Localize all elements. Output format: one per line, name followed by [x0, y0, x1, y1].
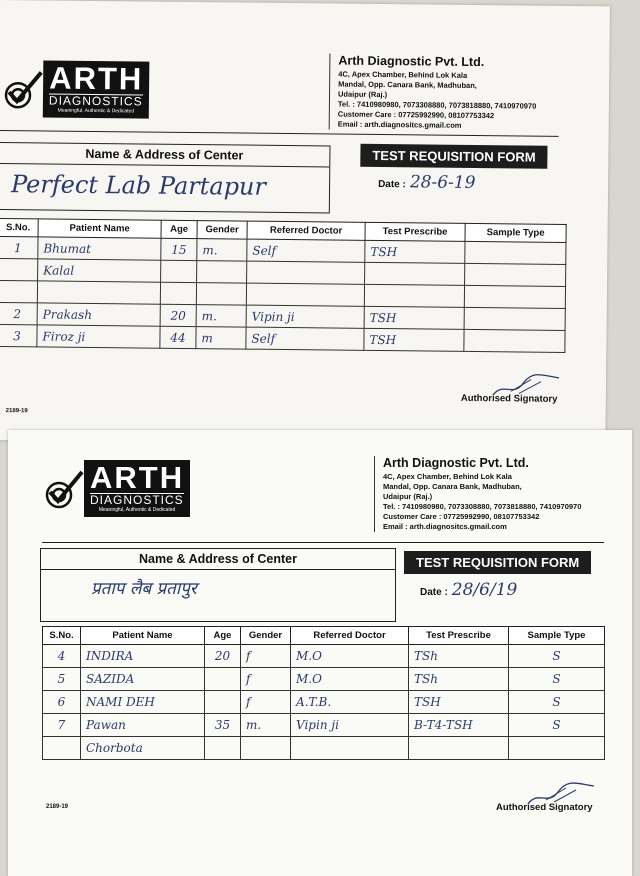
- cell-patient: INDIRA: [81, 645, 205, 668]
- cell-age: [161, 260, 197, 282]
- table-row: [43, 691, 605, 714]
- cell-age: 35: [205, 714, 241, 737]
- requisition-form-2: [8, 430, 632, 876]
- cell-sample: S: [509, 645, 605, 668]
- cell-test: [409, 737, 509, 760]
- cell-test: [364, 284, 464, 307]
- cell-test: TSh: [409, 645, 509, 668]
- date-field: [420, 580, 517, 600]
- cell-age: 20: [205, 645, 241, 668]
- cell-doctor: Self: [247, 239, 365, 262]
- cell-gender: [196, 283, 246, 306]
- cell-doctor: [246, 283, 364, 306]
- center-box: [0, 142, 330, 213]
- center-name: Perfect Lab Partapur: [10, 170, 267, 201]
- cell-test: TSH: [409, 691, 509, 714]
- cell-patient: Bhumat: [38, 237, 161, 260]
- cell-sno: 6: [43, 691, 81, 714]
- form-title: TEST REQUISITION FORM: [404, 551, 591, 574]
- cell-age: 15: [161, 238, 197, 260]
- header-doctor: Referred Doctor: [291, 627, 409, 645]
- cell-sno: [43, 737, 81, 760]
- cell-sample: [465, 241, 566, 264]
- cell-test: TSH: [365, 240, 465, 263]
- cell-gender: f: [241, 668, 291, 691]
- bullseye-check-icon: [1, 68, 43, 110]
- cell-gender: f: [241, 691, 291, 714]
- patient-table: [42, 626, 605, 760]
- form-title: TEST REQUISITION FORM: [360, 144, 547, 169]
- bullseye-check-icon: [42, 468, 84, 510]
- cell-sample: [464, 285, 565, 308]
- center-title: Name & Address of Center: [0, 143, 329, 167]
- arth-logo: [42, 460, 190, 517]
- cell-patient: Pawan: [81, 714, 205, 737]
- cell-patient: SAZIDA: [81, 668, 205, 691]
- center-title: Name & Address of Center: [41, 549, 395, 570]
- cell-sno: 3: [0, 324, 37, 346]
- cell-gender: f: [241, 645, 291, 668]
- header-sample: Sample Type: [509, 627, 605, 645]
- cell-patient: Kalal: [38, 259, 161, 282]
- cell-age: [205, 691, 241, 714]
- header-patient: Patient Name: [81, 627, 205, 645]
- cell-sample: [509, 737, 605, 760]
- header-age: Age: [161, 220, 197, 238]
- signature-scribble: [526, 782, 596, 808]
- cell-doctor: A.T.B.: [291, 691, 409, 714]
- address-line-2: Mandal, Opp. Canara Bank, Madhuban,: [383, 482, 522, 491]
- cell-patient: NAMI DEH: [81, 691, 205, 714]
- cell-patient: Chorbota: [81, 737, 205, 760]
- telephone: Tel. : 7410980980, 7073308880, 7073818880, 7410970970: [383, 502, 582, 511]
- header-test: Test Prescribe: [365, 222, 465, 241]
- customer-care: Customer Care : 07725992990, 08107753342: [383, 512, 540, 521]
- logo-tagline: Meaningful, Authentic & Dedicated: [57, 107, 135, 115]
- date-label: Date :: [420, 587, 448, 598]
- date-value: 28/6/19: [451, 580, 518, 600]
- table-row: [43, 645, 605, 668]
- header-doctor: Referred Doctor: [247, 221, 365, 240]
- cell-sno: 7: [43, 714, 81, 737]
- header-test: Test Prescribe: [409, 627, 509, 645]
- email: Email : arth.diagnositcs.gmail.com: [383, 522, 507, 531]
- logo-name: ARTH: [90, 460, 185, 495]
- cell-sno: [0, 258, 38, 280]
- cell-age: [205, 668, 241, 691]
- cell-sample: S: [509, 668, 605, 691]
- signature-scribble: [491, 373, 561, 400]
- cell-doctor: Vipin ji: [291, 714, 409, 737]
- address-line-2: Mandal, Opp. Canara Bank, Madhuban,: [338, 79, 477, 90]
- cell-sample: S: [509, 714, 605, 737]
- cell-sno: [0, 280, 38, 302]
- table-row: [0, 324, 565, 352]
- logo-tagline: Meaningful, Authentic & Dedicated: [98, 507, 176, 513]
- cell-patient: Firoz ji: [37, 325, 160, 348]
- header-gender: Gender: [241, 627, 291, 645]
- company-name: Arth Diagnostic Pvt. Ltd.: [383, 456, 529, 470]
- form-number: 2189-19: [5, 408, 28, 415]
- cell-doctor: M.O: [291, 645, 409, 668]
- cell-sno: 2: [0, 302, 37, 324]
- cell-test: TSh: [409, 668, 509, 691]
- address-line-3: Udaipur (Raj.): [383, 492, 433, 501]
- header-sno: S.No.: [43, 627, 81, 645]
- cell-age: 44: [160, 326, 196, 348]
- cell-doctor: [247, 261, 365, 284]
- date-value: 28-6-19: [409, 172, 476, 193]
- header-age: Age: [205, 627, 241, 645]
- signatory-label: Authorised Signatory: [460, 392, 558, 405]
- logo-name: ARTH: [49, 60, 144, 97]
- logo-sub: DIAGNOSTICS: [48, 93, 143, 109]
- address-line-3: Udaipur (Raj.): [337, 89, 388, 100]
- company-info: [329, 53, 589, 132]
- authorised-signatory: [496, 802, 593, 813]
- logo-sub: DIAGNOSTICS: [90, 493, 184, 507]
- cell-sno: 1: [0, 236, 38, 258]
- cell-test: TSH: [364, 328, 464, 351]
- email: Email : arth.diagnositcs.gmail.com: [337, 119, 462, 130]
- center-box: [40, 548, 396, 622]
- cell-age: [205, 737, 241, 760]
- patient-table: [0, 218, 567, 353]
- cell-sample: [464, 329, 565, 352]
- table-row: [43, 737, 605, 760]
- cell-gender: m: [196, 327, 246, 350]
- header-rule: [0, 130, 559, 137]
- cell-gender: m.: [241, 714, 291, 737]
- requisition-form-1: [0, 0, 610, 446]
- authorised-signatory: [461, 393, 558, 405]
- cell-sample: [465, 263, 566, 286]
- date-field: [378, 172, 476, 193]
- cell-doctor: [291, 737, 409, 760]
- header-sample: Sample Type: [465, 223, 566, 242]
- cell-test: B-T4-TSH: [409, 714, 509, 737]
- cell-sno: 4: [43, 645, 81, 668]
- telephone: Tel. : 7410980980, 7073308880, 7073818880, 7410970970: [337, 99, 537, 111]
- signatory-label: Authorised Signatory: [496, 802, 593, 813]
- cell-test: [365, 262, 465, 285]
- center-name: प्रताप लैब प्रतापुर: [91, 579, 197, 599]
- cell-age: 20: [160, 304, 196, 326]
- address-line-1: 4C, Apex Chamber, Behind Lok Kala: [338, 69, 468, 80]
- cell-gender: m.: [196, 305, 246, 328]
- form-number: 2189-19: [46, 804, 69, 810]
- cell-patient: Prakash: [37, 303, 160, 326]
- cell-doctor: Vipin ji: [246, 305, 364, 328]
- customer-care: Customer Care : 07725992990, 08107753342: [337, 109, 495, 121]
- company-name: Arth Diagnostic Pvt. Ltd.: [338, 53, 485, 70]
- table-header: [43, 627, 605, 645]
- cell-gender: [241, 737, 291, 760]
- header-patient: Patient Name: [38, 219, 161, 238]
- cell-gender: m.: [197, 239, 247, 262]
- cell-doctor: Self: [246, 327, 364, 350]
- date-label: Date :: [378, 178, 406, 191]
- cell-patient: [37, 281, 160, 304]
- company-info: [374, 456, 633, 532]
- arth-logo: [1, 60, 150, 119]
- table-row: [43, 668, 605, 691]
- header-sno: S.No.: [0, 218, 38, 236]
- cell-sno: 5: [43, 668, 81, 691]
- address-line-1: 4C, Apex Chamber, Behind Lok Kala: [383, 472, 512, 481]
- cell-sample: S: [509, 691, 605, 714]
- cell-doctor: M.O: [291, 668, 409, 691]
- cell-sample: [464, 307, 565, 330]
- table-row: [43, 714, 605, 737]
- cell-test: TSH: [364, 306, 464, 329]
- cell-age: [160, 282, 196, 304]
- header-gender: Gender: [197, 221, 247, 240]
- header-rule: [42, 542, 604, 543]
- cell-gender: [197, 261, 247, 284]
